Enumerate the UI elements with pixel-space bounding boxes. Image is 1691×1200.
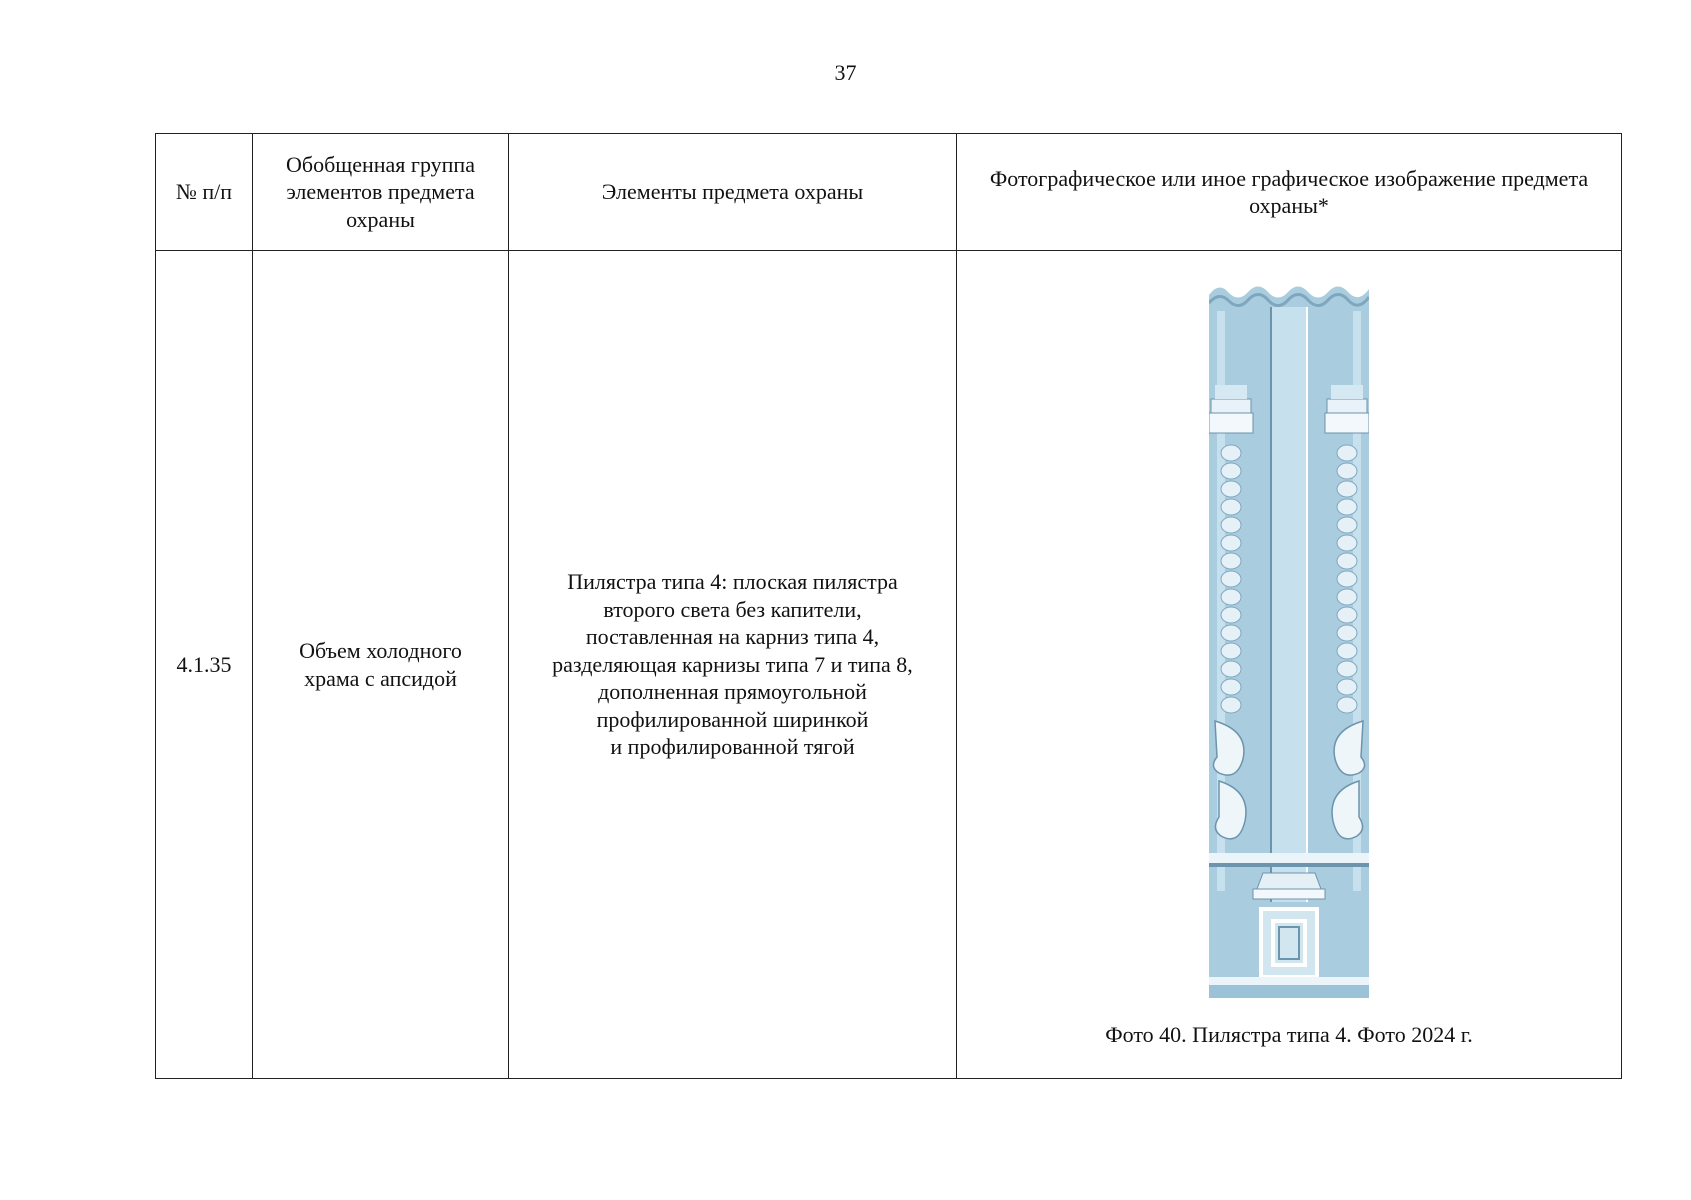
table-row bbox=[156, 251, 1622, 1079]
row-group: Объем холодного храма с апсидой bbox=[253, 251, 509, 1079]
pilaster-photo-image bbox=[1209, 281, 1369, 998]
row-photo-cell bbox=[957, 251, 1622, 1079]
header-number: № п/п bbox=[156, 134, 253, 251]
page-number: 37 bbox=[834, 60, 857, 85]
header-elements: Элементы предмета охраны bbox=[509, 134, 957, 251]
header-image: Фотографическое или иное графическое изображение предмета охраны* bbox=[957, 134, 1622, 251]
pilaster-photo bbox=[957, 281, 1621, 998]
table-header bbox=[156, 134, 1622, 251]
row-elements: Пилястра типа 4: плоская пилястра второго света без капители, поставленная на карниз типа 4, разделяющая карнизы типа 7 и типа 8, дополненная прямоугольной профилированной ширинкой и профилированной тягой bbox=[509, 251, 957, 1079]
protection-table bbox=[155, 133, 1622, 1079]
header-group: Обобщенная группа элементов предмета охраны bbox=[253, 134, 509, 251]
row-number: 4.1.35 bbox=[156, 251, 253, 1079]
photo-caption: Фото 40. Пилястра типа 4. Фото 2024 г. bbox=[1105, 1021, 1473, 1047]
